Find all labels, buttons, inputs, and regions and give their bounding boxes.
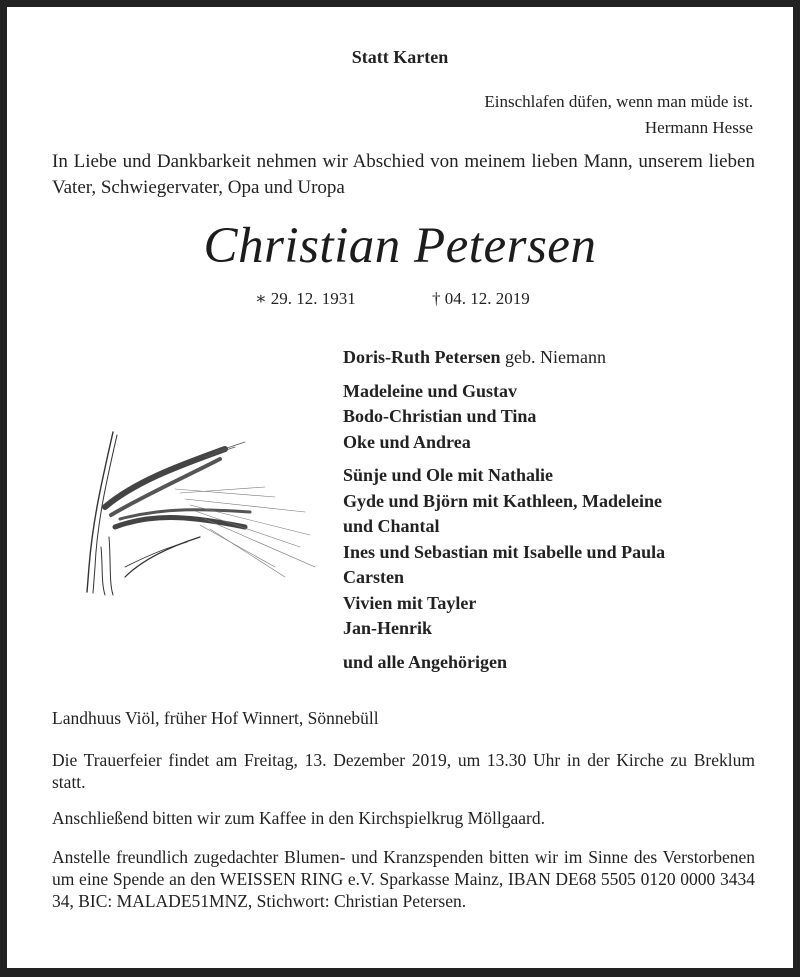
donation-text: Anstelle freundlich zugedachter Blumen- und Kranzspenden bitten wir im Sinne des Verstorbenen um eine Spende an den WEISSEN RING e.V. Sparkasse Mainz, IBAN DE68 5505 0120 0000 3434 34, BIC: MALADE51MNZ, Stichwort: Christian Petersen. xyxy=(52,847,755,911)
grandchild-line: Jan-Henrik xyxy=(343,618,433,638)
grandchildren-group xyxy=(343,463,665,642)
grandchild-line: und Chantal xyxy=(343,516,440,536)
grandchild-line: Gyde und Björn mit Kathleen, Madeleine xyxy=(343,490,662,511)
relatives-closing: und alle Angehörigen xyxy=(343,651,508,672)
intro-text: In Liebe und Dankbarkeit nehmen wir Abschied von meinem lieben Mann, unserem lieben Vater, Schwiegervater, Opa und Uropa xyxy=(52,151,755,198)
coffee-text: Anschließend bitten wir zum Kaffee in den Kirchspielkrug Möllgaard. xyxy=(52,808,545,828)
child-line: Madeleine und Gustav xyxy=(343,380,518,401)
birth-date: ∗ 29. 12. 1931 xyxy=(255,289,356,308)
grandchild-line: Vivien mit Tayler xyxy=(343,592,477,613)
spouse-maiden-name: geb. Niemann xyxy=(500,347,606,367)
death-date: † 04. 12. 2019 xyxy=(432,289,530,308)
address-text: Landhuus Viöl, früher Hof Winnert, Sönnebüll xyxy=(52,708,379,728)
spouse-line xyxy=(343,345,665,371)
grandchild-line: Ines und Sebastian mit Isabelle und Paula xyxy=(343,541,666,562)
quote-author: Hermann Hesse xyxy=(644,118,753,137)
grandchild-line: Sünje und Ole mit Nathalie xyxy=(343,465,554,485)
obituary-notice xyxy=(7,7,793,968)
child-line: Bodo-Christian und Tina xyxy=(343,406,537,426)
spouse-name: Doris-Ruth Petersen xyxy=(343,347,501,367)
family-list xyxy=(343,345,665,675)
grandchild-line: Carsten xyxy=(343,567,404,587)
notice-heading: Statt Karten xyxy=(351,47,449,67)
deceased-name: Christian Petersen xyxy=(203,218,597,274)
wheat-ears-icon xyxy=(75,417,315,607)
quote-text: Einschlafen düfen, wenn man müde ist. xyxy=(484,92,753,111)
child-line: Oke und Andrea xyxy=(343,431,471,452)
funeral-service-text: Die Trauerfeier findet am Freitag, 13. Dezember 2019, um 13.30 Uhr in der Kirche zu Breklum statt. xyxy=(52,750,755,792)
children-group xyxy=(343,379,665,456)
